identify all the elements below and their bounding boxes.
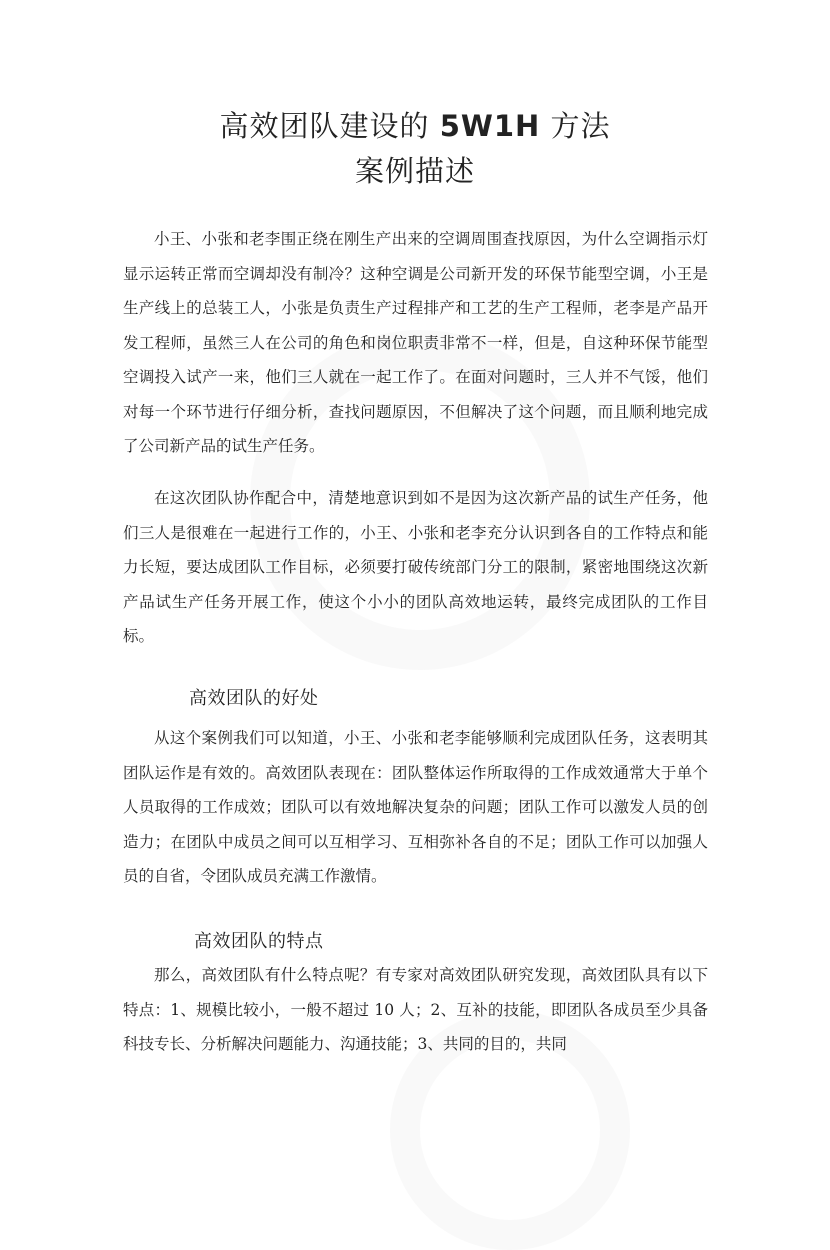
title-text-pre: 高效团队建设的: [219, 109, 440, 143]
title-text-post: 方法: [540, 109, 611, 143]
paragraph-team-cooperation: 在这次团队协作配合中，清楚地意识到如不是因为这次新产品的试生产任务，他们三人是很难在一起进行工作的，小王、小张和老李充分认识到各自的工作特点和能力长短，要达成团队工作目标，必须要打破传统部门分工的限制，紧密地围绕这次新产品试生产任务开展工作，使这个小小的团队高效地运转，最终完成团队的工作目标。: [123, 489, 708, 645]
document-title: [0, 104, 830, 145]
section-heading-benefits: 高效团队的好处: [189, 688, 319, 709]
title-text-latin: 5W1H: [439, 109, 541, 143]
section-heading-characteristics: 高效团队的特点: [194, 931, 324, 952]
document-subtitle: 案例描述: [354, 154, 475, 188]
paragraph-characteristics: 那么，高效团队有什么特点呢？有专家对高效团队研究发现，高效团队具有以下特点：1、规模比较小，一般不超过 10 人；2、互补的技能，即团队各成员至少具备科技专长、分析解决问题能力、沟通技能；3、共同的目的，共同: [123, 966, 708, 1053]
paragraph-benefits: 从这个案例我们可以知道，小王、小张和老李能够顺利完成团队任务，这表明其团队运作是有效的。高效团队表现在：团队整体运作所取得的工作成效通常大于单个人员取得的工作成效；团队可以有效地解决复杂的问题；团队工作可以激发人员的创造力；在团队中成员之间可以互相学习、互相弥补各自的不足；团队工作可以加强人员的自省，令团队成员充满工作激情。: [123, 729, 708, 885]
paragraph-case-description: 小王、小张和老李围正绕在刚生产出来的空调周围查找原因，为什么空调指示灯显示运转正常而空调却没有制冷？这种空调是公司新开发的环保节能型空调，小王是生产线上的总装工人，小张是负责生产过程排产和工艺的生产工程师，老李是产品开发工程师，虽然三人在公司的角色和岗位职责非常不一样，但是，自这种环保节能型空调投入试产一来，他们三人就在一起工作了。在面对问题时，三人并不气馁，他们对每一个环节进行仔细分析，查找问题原因，不但解决了这个问题，而且顺利地完成了公司新产品的试生产任务。: [123, 230, 708, 455]
